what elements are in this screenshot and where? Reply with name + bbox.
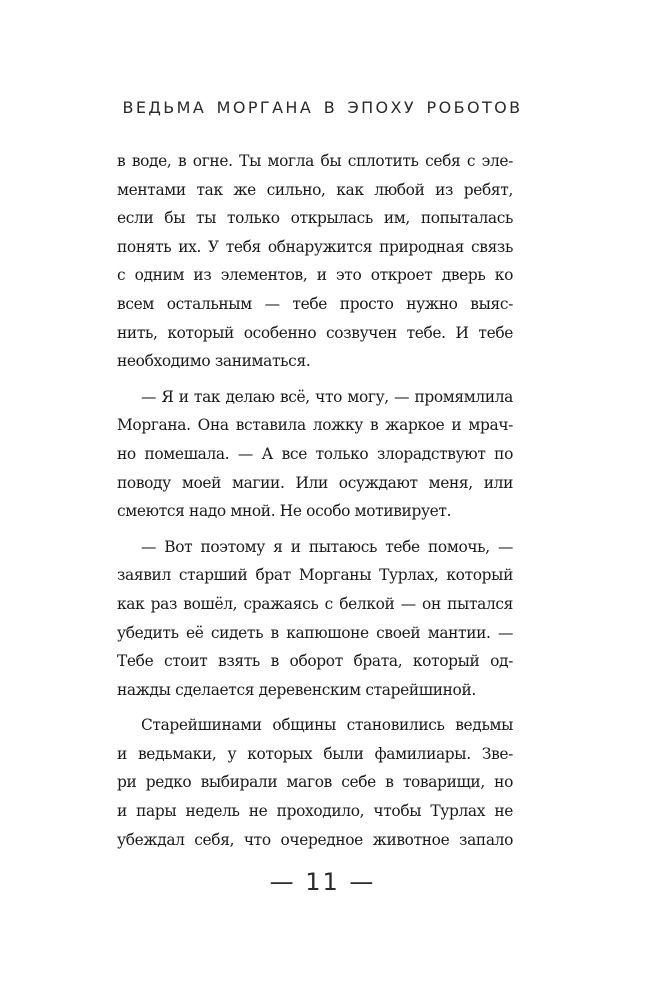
text-line: Старейшинами общины становились ведьмы	[141, 716, 513, 735]
body-text	[117, 147, 513, 854]
paragraph	[117, 147, 513, 376]
paragraph	[117, 383, 513, 526]
text-line: ментами так же сильно, как любой из ребят,	[117, 180, 513, 199]
text-line: смеются надо мной. Не особо мотивирует.	[117, 502, 452, 521]
text-line: убеждал себя, что очередное животное запало	[117, 830, 513, 849]
text-line: в воде, в огне. Ты могла бы сплотить себя с эле-	[117, 152, 513, 170]
text-line: заявил старший брат Морганы Турлах, который	[117, 566, 513, 585]
text-line: и ведьмаки, у которых были фамилиары. Зве-	[117, 744, 513, 763]
text-line: — Я и так делаю всё, что могу, — промямлила	[141, 387, 513, 406]
page-number: — 11 —	[269, 868, 376, 896]
paragraph-gap	[117, 526, 513, 533]
paragraph	[117, 711, 513, 854]
text-line: убедить её сидеть в капюшоне своей мантии. —	[117, 623, 513, 642]
text-line: нажды сделается деревенским старейшиной.	[117, 680, 476, 699]
running-title: ВЕДЬМА МОРГАНА В ЭПОХУ РОБОТОВ	[122, 98, 523, 117]
text-line: всем остальным — тебе просто нужно выяс-	[117, 294, 513, 313]
text-line: Тебе стоит взять в оборот брата, который од-	[117, 652, 513, 671]
text-line: как раз вошёл, сражаясь с белкой — он пытался	[117, 594, 513, 613]
text-line: — Вот поэтому я и пытаюсь тебе помочь, —	[141, 537, 513, 556]
text-line: Моргана. Она вставила ложку в жаркое и мрач-	[117, 416, 513, 435]
text-line: нить, который особенно созвучен тебе. И тебе	[117, 323, 513, 342]
text-line: понять их. У тебя обнаружится природная связь	[117, 237, 513, 256]
paragraph-gap	[117, 376, 513, 383]
text-line: и пары недель не проходило, чтобы Турлах не	[117, 802, 513, 821]
text-line: с одним из элементов, и это откроет дверь ко	[117, 266, 513, 285]
paragraph	[117, 533, 513, 705]
text-line: если бы ты только открылась им, попыталась	[117, 209, 513, 228]
text-line: поводу моей магии. Или осуждают меня, или	[117, 473, 513, 492]
text-line: но помешала. — А все только злорадствуют по	[117, 444, 513, 463]
paragraph-gap	[117, 704, 513, 711]
text-line: ри редко выбирали магов себе в товарищи, но	[117, 773, 513, 792]
text-line: необходимо заниматься.	[117, 352, 311, 371]
